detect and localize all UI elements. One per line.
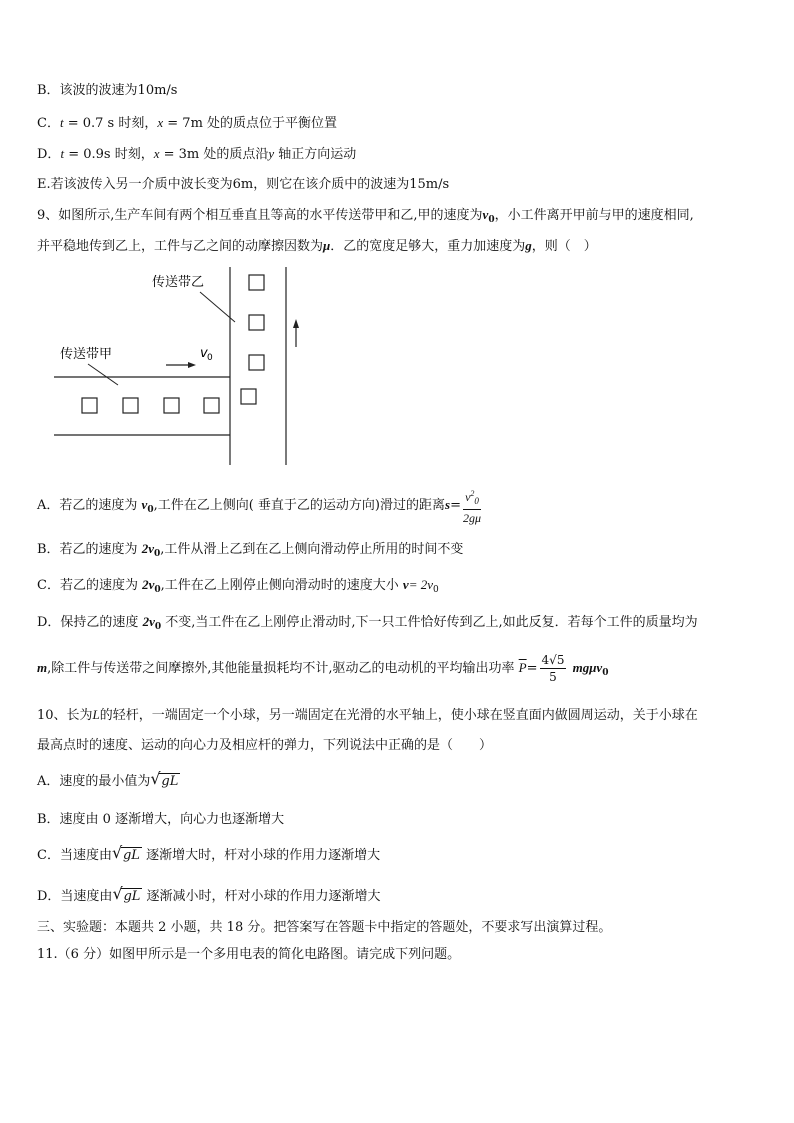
q10-option-a [37, 769, 180, 791]
denominator: 2gμ [462, 510, 481, 525]
var-2v: 2v [141, 541, 154, 556]
var-2v: 2v [142, 577, 155, 592]
option-text: A．速度的最小值为 [37, 774, 151, 789]
option-text: 逐渐减小时，杆对小球的作用力逐渐增大 [146, 889, 381, 904]
question-9-stem-line1 [37, 206, 694, 229]
subscript: 0 [154, 585, 161, 595]
var-l: L [92, 707, 100, 722]
q9-option-d-line2: m,除工件与传送带之间摩擦外,其他能量损耗均不计,驱动乙的电动机的平均输出功率 $\overline{P}=$ $\frac{4√5}{5}$ mgμv$_0$ [37, 653, 609, 684]
expression: mgμv [572, 660, 603, 675]
var-y: y [268, 146, 275, 161]
var-mu: μ [323, 238, 331, 253]
stem-text: 10、长为 [37, 708, 93, 723]
radicand: gL [161, 774, 179, 789]
subscript: 0 [153, 549, 161, 559]
subscript: 0 [154, 622, 162, 632]
subscript: 0 [433, 585, 439, 595]
question-10-stem-line2 [37, 737, 492, 755]
workpiece [249, 275, 264, 290]
section-text: 三、实验题：本题共 2 小题，共 18 分。把答案写在答题卡中指定的答题处，不要求写出演算过程。 [37, 920, 612, 935]
option-text: D．当速度由 [37, 889, 113, 904]
var-v: v [482, 207, 489, 222]
subscript: 0 [488, 215, 495, 225]
stem-text: 并平稳地传到乙上，工件与乙之间的动摩擦因数为 [37, 239, 324, 254]
workpiece [204, 398, 219, 413]
label-belt-yi: 传送带乙 [152, 275, 205, 290]
option-text: D．保持乙的速度 [37, 615, 139, 630]
option-text: B．速度由 0 逐渐增大，向心力也逐渐增大 [37, 812, 285, 827]
option-text: ,工件在乙上侧向( 垂直于乙的运动方向)滑过的距离 [153, 498, 445, 513]
v0-subscript: 0 [207, 353, 213, 363]
option-text: 不变,当工件在乙上刚停止滑动时,下一只工件恰好传到乙上,如此反复．若每个工件的质量均为 [165, 615, 698, 630]
stem-text: 11.（6 分）如图甲所示是一个多用电表的简化电路图。请完成下列问题。 [37, 947, 461, 962]
q10-option-c [37, 843, 381, 865]
arrow-head [293, 319, 299, 328]
workpiece [249, 315, 264, 330]
subscript: 0 [474, 495, 479, 506]
option-c-q8 [37, 114, 337, 133]
option-text: = 3m 处的质点沿 [159, 147, 269, 162]
workpiece [123, 398, 138, 413]
question-10-stem-line1 [37, 706, 698, 725]
option-text: C．若乙的速度为 [37, 578, 138, 593]
option-label: D． [37, 147, 61, 162]
option-text: ,工件在乙上刚停止侧向滑动时的速度大小 [160, 578, 399, 593]
option-text: = 7m 处的质点位于平衡位置 [163, 116, 338, 131]
option-text: 轴正方向运动 [274, 147, 357, 162]
var-t: t [60, 146, 65, 161]
var-t: t [59, 115, 64, 130]
var-v: v [402, 577, 409, 592]
question-11-stem [37, 946, 460, 964]
equals: = [450, 498, 461, 513]
option-text: B．该波的波速为10m/s [37, 83, 178, 98]
q10-option-b [37, 811, 284, 829]
expression: = 2v [408, 577, 433, 592]
question-9-stem-line2 [37, 237, 597, 256]
conveyor-diagram [50, 265, 300, 470]
var-s: s [445, 497, 451, 512]
workpiece [82, 398, 97, 413]
denominator: 5 [549, 670, 557, 684]
label-belt-jia: 传送带甲 [60, 347, 113, 362]
numerator: 4√5 [541, 653, 565, 667]
numerator: v [465, 489, 471, 504]
leader-line-jia [88, 364, 118, 385]
subscript: 0 [602, 668, 609, 678]
radicand: gL [122, 848, 140, 863]
arrow-head [188, 362, 196, 368]
option-text: E.若该波传入另一介质中波长变为6m，则它在该介质中的波速为15m/s [37, 177, 450, 192]
option-text: ,工件从滑上乙到在乙上侧向滑动停止所用的时间不变 [160, 542, 464, 557]
var-x: x [157, 115, 164, 130]
workpiece [164, 398, 179, 413]
q10-option-d [37, 884, 381, 906]
stem-text: 9、如图所示,生产车间有两个相互垂直且等高的水平传送带甲和乙,甲的速度为 [37, 208, 483, 223]
option-text: A．若乙的速度为 [37, 498, 138, 513]
fraction-4root5-over-5 [540, 652, 567, 685]
v0-label: v [200, 346, 208, 361]
stem-text: 最高点时的速度、运动的向心力及相应杆的弹力，下列说法中正确的是（ ） [37, 738, 493, 753]
option-label: C． [37, 116, 60, 131]
var-m: m [37, 660, 48, 675]
var-2v: 2v [142, 614, 155, 629]
var-x: x [153, 146, 160, 161]
fraction-v0sq-over-2gmu: $\frac{v^2_0}{2g\mu}$ [463, 486, 481, 526]
option-text: = 0.7 s 时刻， [63, 116, 158, 131]
var-g: g [525, 238, 532, 253]
radicand: gL [123, 889, 141, 904]
subscript: 0 [147, 505, 154, 515]
q9-option-a [37, 481, 483, 534]
workpiece [241, 389, 256, 404]
option-text: B．若乙的速度为 [37, 542, 138, 557]
option-text: 逐渐增大时，杆对小球的作用力逐渐增大 [146, 848, 381, 863]
q9-option-d-line1 [37, 613, 698, 636]
option-d-q8 [37, 145, 356, 164]
q9-option-b [37, 540, 463, 563]
q9-option-c [37, 576, 439, 599]
sqrt-gl: √ gL [111, 843, 140, 863]
workpiece [249, 355, 264, 370]
stem-text: ，小工件离开甲前与甲的速度相同, [494, 208, 694, 223]
option-text: C．当速度由 [37, 848, 112, 863]
var-v: v [141, 497, 148, 512]
section-3-heading [37, 919, 611, 937]
option-b-q8 [37, 82, 177, 100]
option-e-q8 [37, 176, 449, 194]
option-text: ,除工件与传送带之间摩擦外,其他能量损耗均不计,驱动乙的电动机的平均输出功率 [47, 661, 515, 676]
var-p-bar: $\overline{P}$ [518, 660, 527, 675]
sqrt-gl: √ gL [150, 769, 179, 789]
stem-text: 的轻杆，一端固定一个小球，另一端固定在光滑的水平轴上，使小球在竖直面内做圆周运动，关于小球在 [99, 708, 698, 723]
option-text: = 0.9s 时刻， [64, 147, 154, 162]
sqrt-gl: √ gL [112, 884, 141, 904]
stem-text: ．乙的宽度足够大，重力加速度为 [330, 239, 526, 254]
stem-text: ，则（ ） [531, 239, 597, 254]
